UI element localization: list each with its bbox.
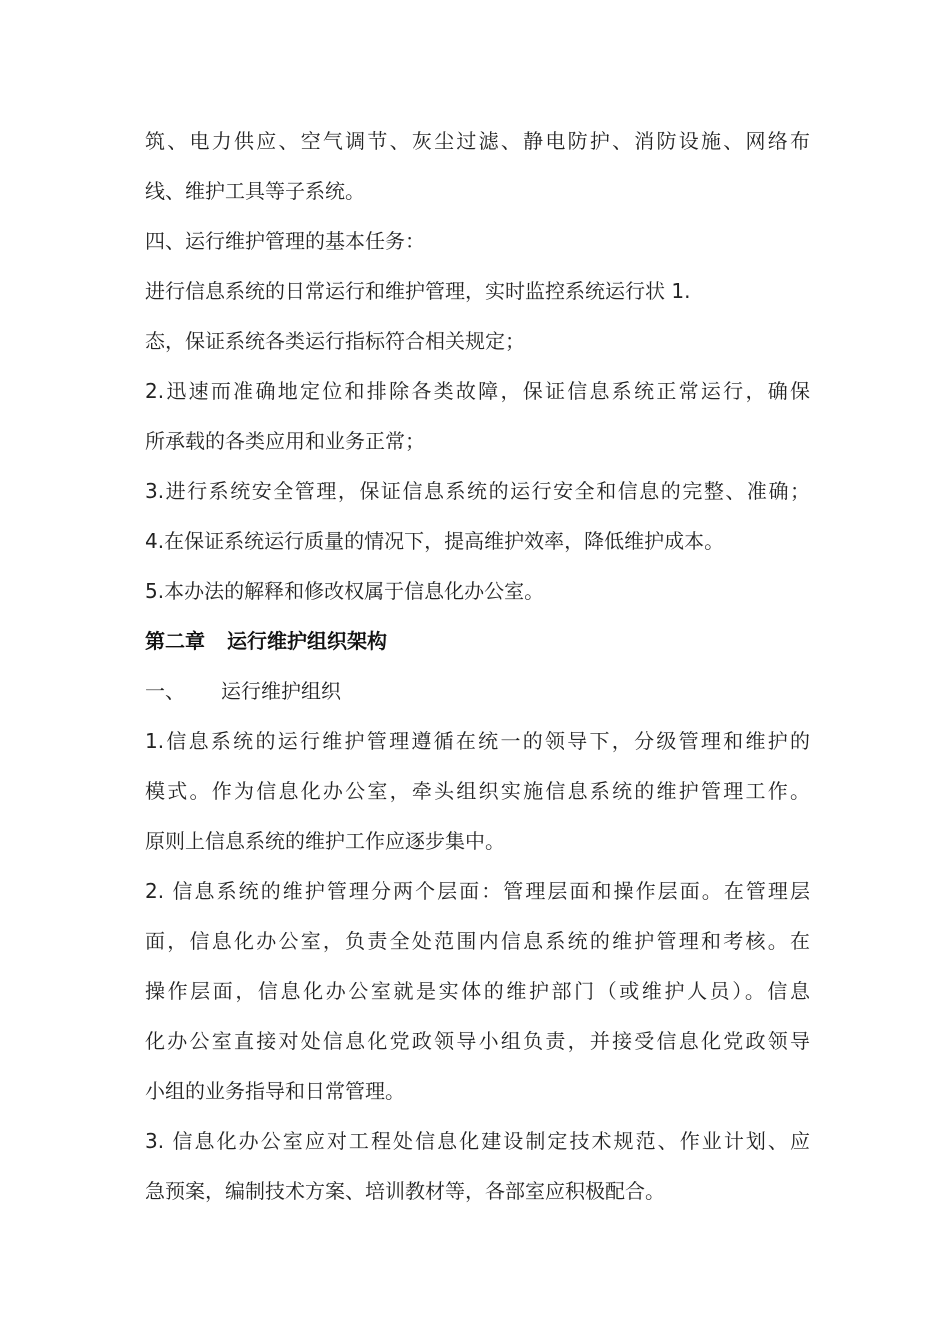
list-item-5: 5.本办法的解释和修改权属于信息化办公室。 [145,579,545,603]
subsection-title: 运行维护组织 [221,679,341,703]
list-item-2: 2.迅速而准确地定位和排除各类故障，保证信息系统正常运行，确保 [145,379,810,403]
list-item-1: 1.信息系统的运行维护管理遵循在统一的领导下，分级管理和维护的 [145,729,810,753]
paragraph-line: 操作层面，信息化办公室就是实体的维护部门（或维护人员）。信息 [145,979,810,1003]
paragraph-line: 小组的业务指导和日常管理。 [145,1079,405,1103]
chapter-title: 运行维护组织架构 [227,629,387,653]
chapter-heading [145,616,810,666]
paragraph-line: 急预案，编制技术方案、培训教材等，各部室应积极配合。 [145,1179,665,1203]
list-item-4: 4.在保证系统运行质量的情况下，提高维护效率，降低维护成本。 [145,529,725,553]
subsection-heading [145,666,810,716]
paragraph-line: 模式。作为信息化办公室，牵头组织实施信息系统的维护管理工作。 [145,779,810,803]
paragraph-line: 原则上信息系统的维护工作应逐步集中。 [145,829,505,853]
list-item-2: 2. 信息系统的维护管理分两个层面：管理层面和操作层面。在管理层 [145,879,810,903]
chapter-number: 第二章 [145,629,205,653]
section-heading: 四、运行维护管理的基本任务： [145,229,425,253]
document-body [145,116,810,1216]
paragraph-line: 态，保证系统各类运行指标符合相关规定； [145,329,525,353]
paragraph-line: 进行信息系统的日常运行和维护管理，实时监控系统运行状 1. [145,279,691,303]
list-item-3: 3.进行系统安全管理，保证信息系统的运行安全和信息的完整、准确； [145,479,810,503]
paragraph-line: 线、维护工具等子系统。 [145,179,365,203]
list-item-3: 3. 信息化办公室应对工程处信息化建设制定技术规范、作业计划、应 [145,1129,810,1153]
paragraph-line: 所承载的各类应用和业务正常； [145,429,425,453]
subsection-number: 一、 [145,679,185,703]
paragraph-line: 筑、电力供应、空气调节、灰尘过滤、静电防护、消防设施、网络布 [145,129,810,153]
paragraph-line: 化办公室直接对处信息化党政领导小组负责，并接受信息化党政领导 [145,1029,810,1053]
paragraph-line: 面，信息化办公室，负责全处范围内信息系统的维护管理和考核。在 [145,929,810,953]
